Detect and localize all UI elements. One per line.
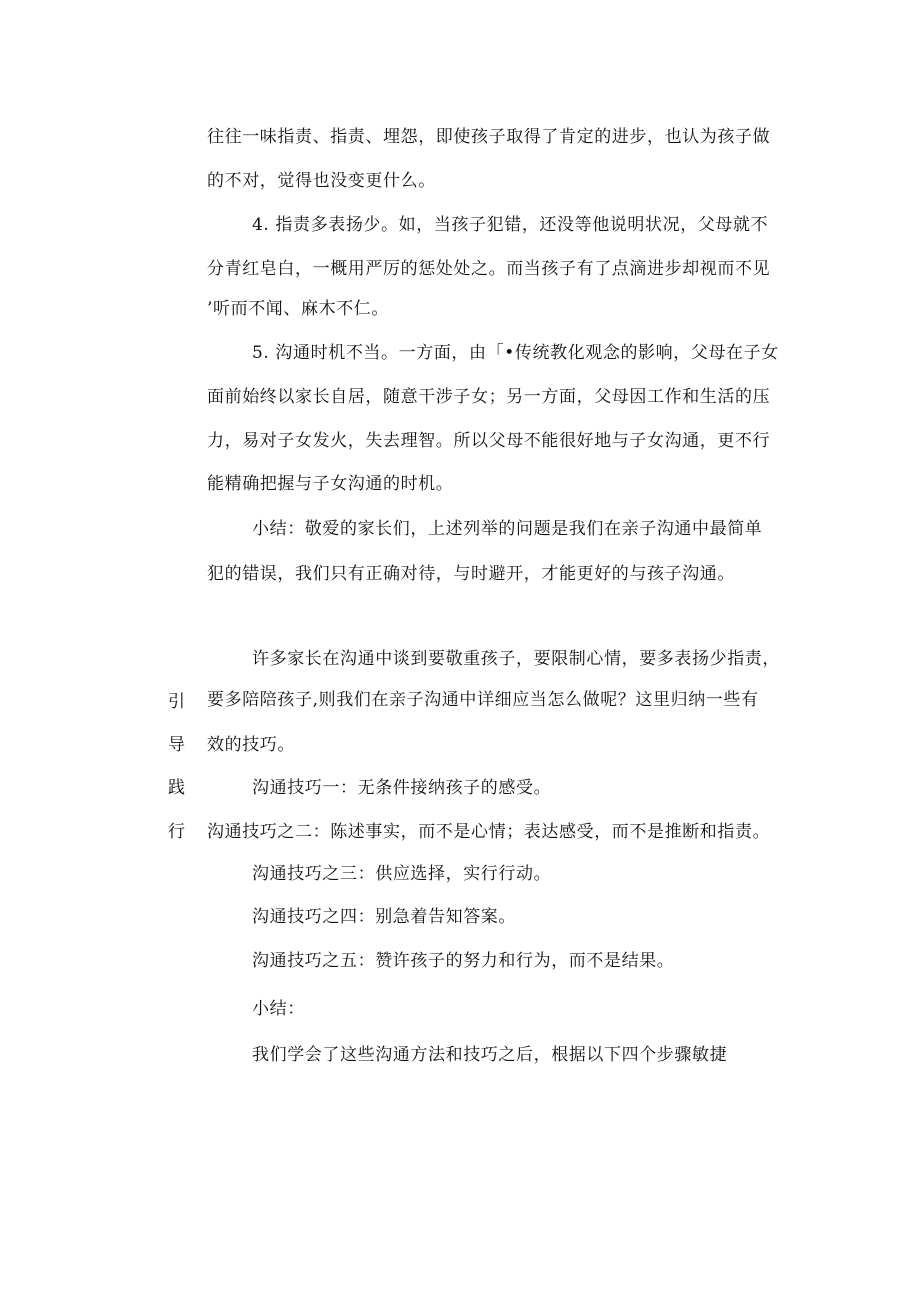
text-line: 力，易对子女发火，失去理智。所以父母不能很好地与子女沟通，更不行	[207, 431, 771, 451]
text-line: 4. 指责多表扬少。如，当孩子犯错，还没等他说明状况，父母就不	[252, 215, 769, 235]
side-label: 行	[168, 822, 185, 842]
side-label: 践	[168, 778, 185, 798]
tip-line: 沟通技巧之四：别急着告知答案。	[252, 907, 516, 927]
tip-line: 沟通技巧之三：供应选择，实行行动。	[252, 864, 552, 884]
text-line: 往往一味指责、指责、埋怨，即使孩子取得了肯定的进步，也认为孩子做	[207, 127, 771, 147]
text-line: 分青红皂白，一概用严厉的惩处处之。而当孩子有了点滴进步却视而不见	[207, 259, 771, 279]
text-line: 效的技巧。	[207, 735, 295, 755]
tip-line: 沟通技巧之五：赞许孩子的努力和行为，而不是结果。	[252, 951, 675, 971]
text-line: 5. 沟通时机不当。一方面，由「•传统教化观念的影响，父母在子女	[252, 343, 779, 363]
side-label: 引	[168, 692, 185, 712]
summary-label: 小结：	[252, 999, 305, 1019]
text-line: 许多家长在沟通中谈到要敬重孩子，要限制心情，要多表扬少指责，	[252, 649, 780, 669]
text-line: 面前始终以家长自居，随意干涉子女；另一方面，父母因工作和生活的压	[207, 387, 771, 407]
text-line: 要多陪陪孩子,则我们在亲子沟通中详细应当怎么做呢？这里归纳一些有	[207, 690, 759, 710]
tip-line: 沟通技巧之二：陈述事实，而不是心情；表达感受，而不是推断和指责。	[207, 822, 771, 842]
text-line: 的不对，觉得也没变更什么。	[207, 171, 436, 191]
text-line: ’听而不闻、麻木不仁。	[207, 299, 390, 319]
text-line: 我们学会了这些沟通方法和技巧之后，根据以下四个步骤敏捷	[252, 1045, 728, 1065]
side-label: 导	[168, 735, 185, 755]
text-line: 犯的错误，我们只有正确对待，与时避开，才能更好的与孩子沟通。	[207, 564, 735, 584]
text-line: 能精确把握与子女沟通的时机。	[207, 474, 454, 494]
text-line: 小结：敬爱的家长们，上述列举的问题是我们在亲子沟通中最简单	[252, 519, 763, 539]
tip-line: 沟通技巧一：无条件接纳孩子的感受。	[252, 778, 552, 798]
